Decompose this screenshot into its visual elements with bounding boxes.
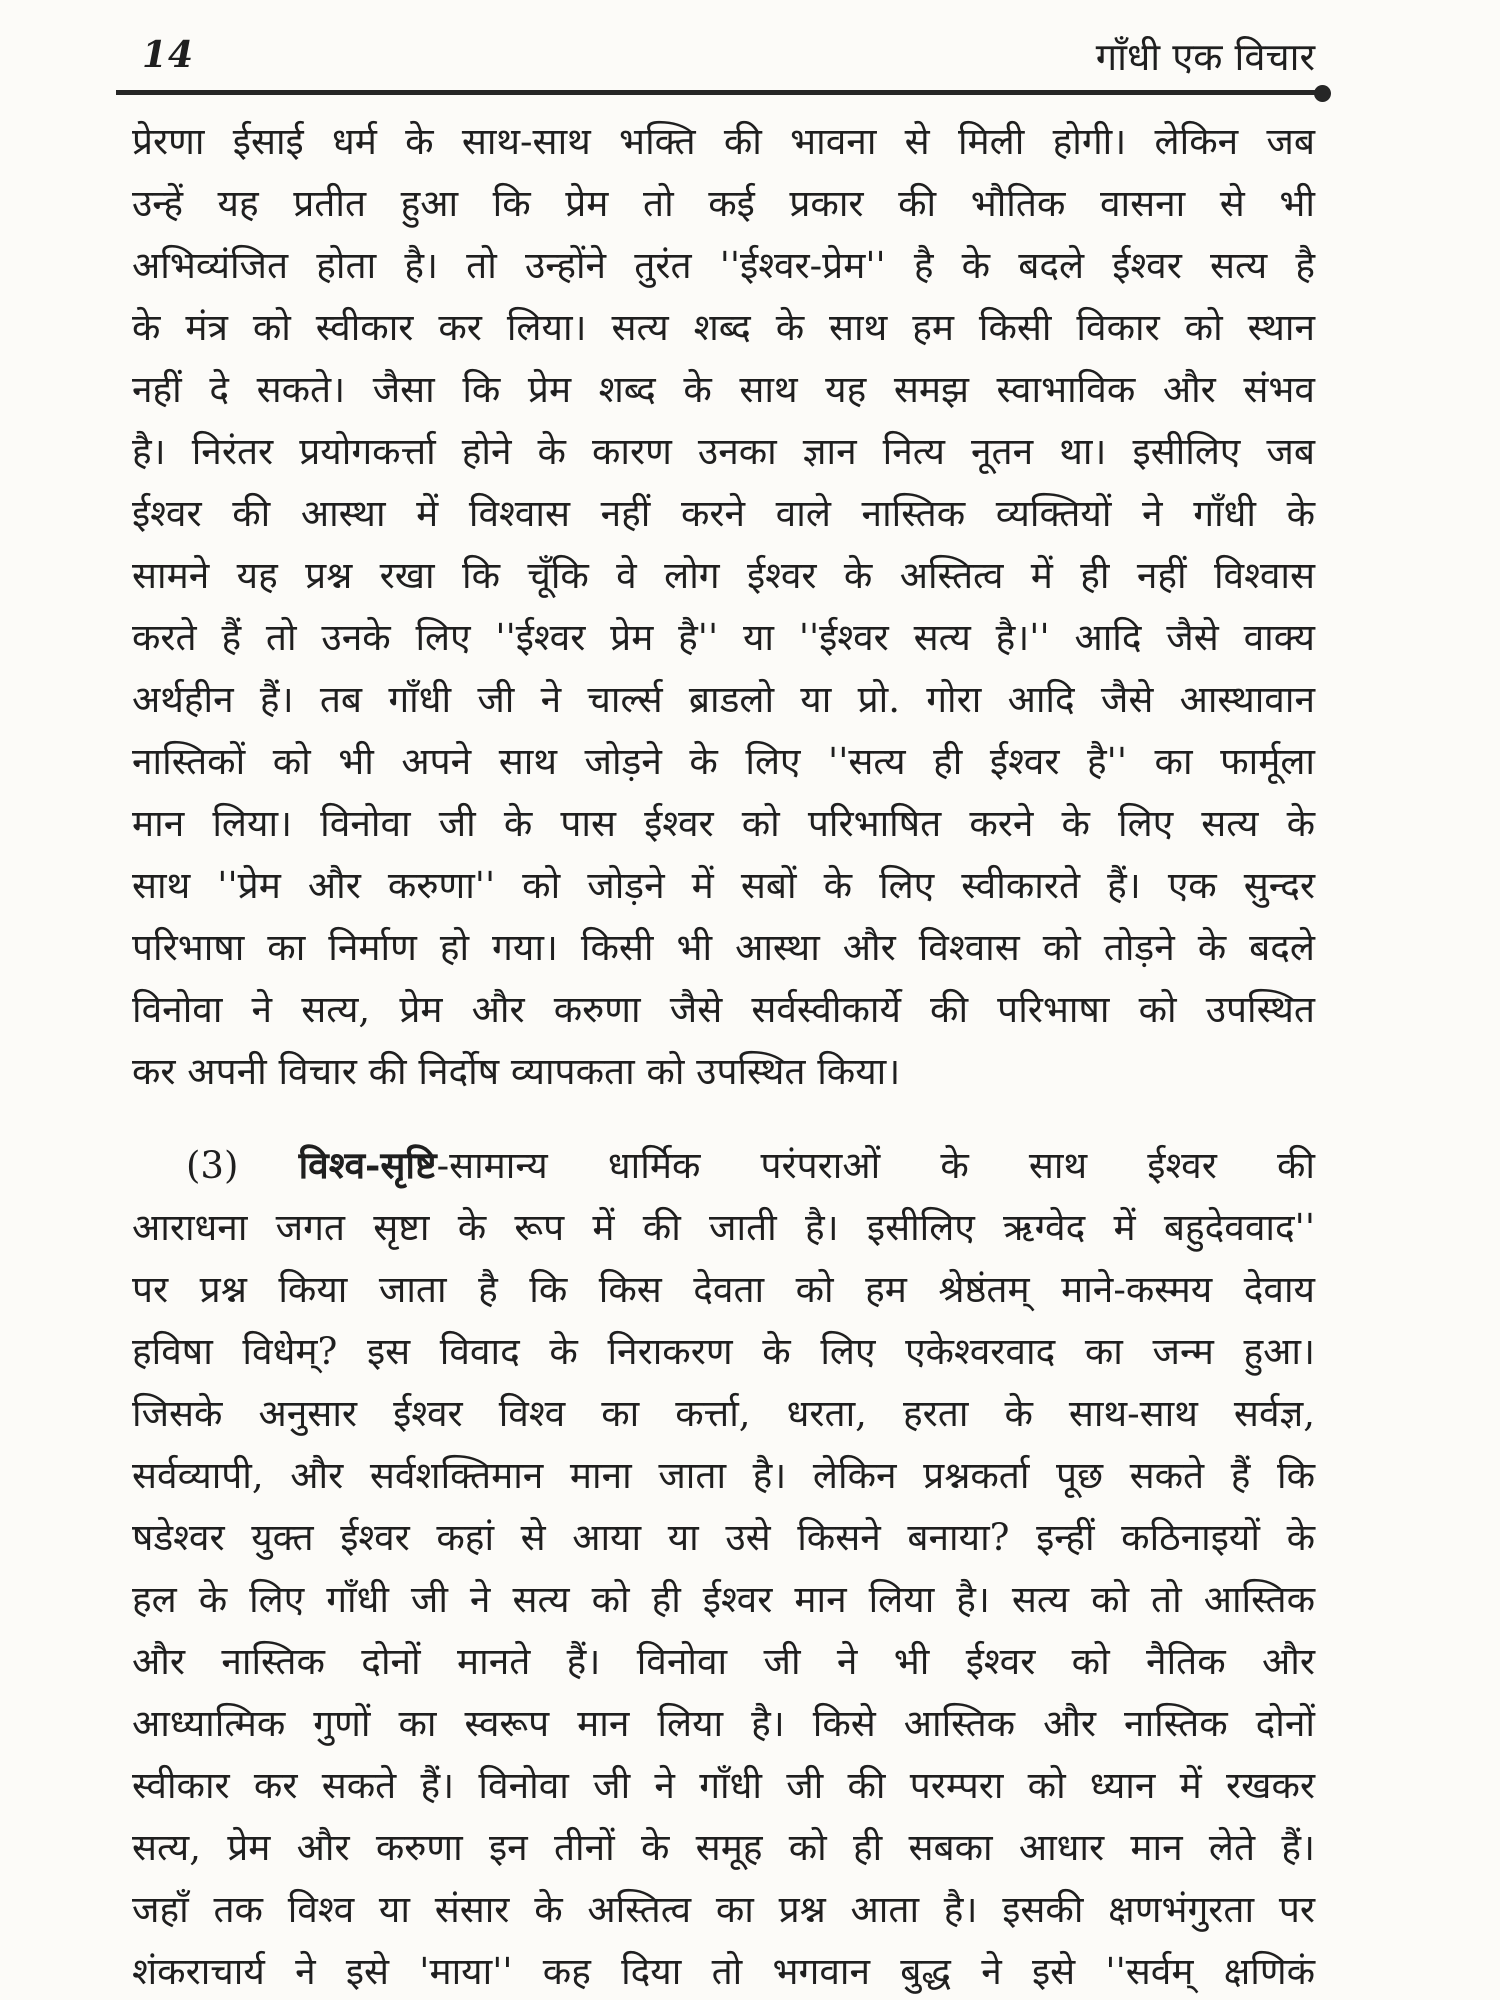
text-line: नहीं दे सकते। जैसा कि प्रेम शब्द के साथ यह समझ स्वाभाविक और संभव [132,368,1315,411]
text-line: हल के लिए गाँधी जी ने सत्य को ही ईश्वर मान लिया है। सत्य को तो आस्तिक [132,1578,1315,1621]
text-line: उन्हें यह प्रतीत हुआ कि प्रेम तो कई प्रकार की भौतिक वासना से भी [132,182,1315,225]
text-line: विनोवा ने सत्य, प्रेम और करुणा जैसे सर्वस्वीकार्ये की परिभाषा को उपस्थित [132,988,1315,1031]
text-line: कर अपनी विचार की निर्दोष व्यापकता को उपस्थित किया। [132,1050,901,1093]
text-line: षडेश्वर युक्त ईश्वर कहां से आया या उसे किसने बनाया? इन्हीं कठिनाइयों के [132,1516,1315,1559]
text-line: हविषा विधेम्? इस विवाद के निराकरण के लिए एकेश्वरवाद का जन्म हुआ। [132,1330,1315,1373]
text-line: सामने यह प्रश्न रखा कि चूँकि वे लोग ईश्वर के अस्तित्व में ही नहीं विश्वास [132,554,1315,597]
list-marker: (3) [186,1144,299,1187]
text-line: साथ ''प्रेम और करुणा'' को जोड़ने में सबों के लिए स्वीकारते हैं। एक सुन्दर [132,864,1315,907]
section-subheading: विश्व-सृष्टि [298,1143,437,1187]
text-line: अर्थहीन हैं। तब गाँधी जी ने चार्ल्स ब्राडलो या प्रो. गोरा आदि जैसे आस्थावान [132,678,1315,721]
text-line: शंकराचार्य ने इसे 'माया'' कह दिया तो भगवान बुद्ध ने इसे ''सर्वम् क्षणिकं [132,1950,1315,1993]
text-line: स्वीकार कर सकते हैं। विनोवा जी ने गाँधी जी की परम्परा को ध्यान में रखकर [132,1764,1315,1807]
text-line: और नास्तिक दोनों मानते हैं। विनोवा जी ने भी ईश्वर को नैतिक और [132,1640,1315,1683]
text-line: मान लिया। विनोवा जी के पास ईश्वर को परिभाषित करने के लिए सत्य के [132,802,1315,845]
text-line: सत्य, प्रेम और करुणा इन तीनों के समूह को ही सबका आधार मान लेते हैं। [132,1826,1315,1869]
text-line: के मंत्र को स्वीकार कर लिया। सत्य शब्द के साथ हम किसी विकार को स्थान [132,306,1315,349]
page-number: 14 [142,34,195,76]
book-title: गाँधी एक विचार [1095,35,1315,79]
paragraph-1 [132,111,1315,1103]
lead-text: -सामान्य धार्मिक परंपराओं के साथ ईश्वर की [436,1144,1316,1187]
text-line: सर्वव्यापी, और सर्वशक्तिमान माना जाता है। लेकिन प्रश्नकर्ता पूछ सकते हैं कि [132,1454,1315,1497]
page-body [132,111,1315,2000]
header-rule [116,90,1327,95]
text-line: ईश्वर की आस्था में विश्वास नहीं करने वाले नास्तिक व्यक्तियों ने गाँधी के [132,492,1315,535]
text-line: परिभाषा का निर्माण हो गया। किसी भी आस्था और विश्वास को तोड़ने के बदले [132,926,1315,969]
text-line: है। निरंतर प्रयोगकर्त्ता होने के कारण उनका ज्ञान नित्य नूतन था। इसीलिए जब [132,430,1315,473]
running-head [132,24,1315,79]
text-line: पर प्रश्न किया जाता है कि किस देवता को हम श्रेष्ठंतम् माने-कस्मय देवाय [132,1268,1315,1311]
text-line: आराधना जगत सृष्टा के रूप में की जाती है। इसीलिए ऋग्वेद में बहुदेववाद'' [132,1206,1315,1249]
paragraph-2 [132,1134,1315,2000]
text-line: नास्तिकों को भी अपने साथ जोड़ने के लिए ''सत्य ही ईश्वर है'' का फार्मूला [132,740,1315,783]
text-line: प्रेरणा ईसाई धर्म के साथ-साथ भक्ति की भावना से मिली होगी। लेकिन जब [132,120,1315,163]
rule-end-dot [1314,85,1331,102]
text-line: जहाँ तक विश्व या संसार के अस्तित्व का प्रश्न आता है। इसकी क्षणभंगुरता पर [132,1888,1315,1931]
text-line: आध्यात्मिक गुणों का स्वरूप मान लिया है। किसे आस्तिक और नास्तिक दोनों [132,1702,1315,1745]
text-line: जिसके अनुसार ईश्वर विश्व का कर्त्ता, धरता, हरता के साथ-साथ सर्वज्ञ, [132,1392,1315,1435]
text-line: अभिव्यंजित होता है। तो उन्होंने तुरंत ''ईश्वर-प्रेम'' है के बदले ईश्वर सत्य है [132,244,1315,287]
text-line [132,1134,1315,1197]
text-line: करते हैं तो उनके लिए ''ईश्वर प्रेम है'' या ''ईश्वर सत्य है।'' आदि जैसे वाक्य [132,616,1315,659]
